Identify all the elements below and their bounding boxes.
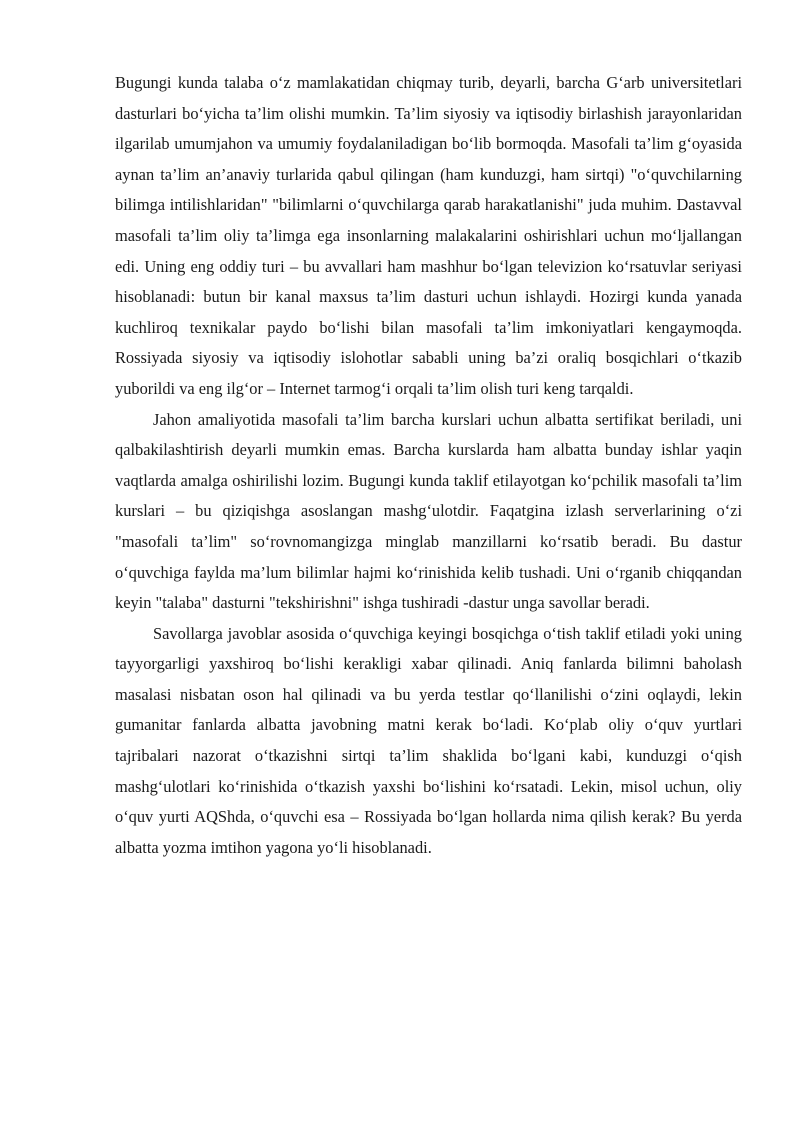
paragraph-1: Bugungi kunda talaba o‘z mamlakatidan chiqmay turib, deyarli, barcha G‘arb universitetlari dasturlari bo‘yicha ta’lim olishi mumkin. Ta’lim siyosiy va iqtisodiy birlashish jarayonlaridan ilgarilab umumjahon va umumiy foydalaniladigan bo‘lib bormoqda. Masofali ta’lim g‘oyasida aynan ta’lim an’anaviy turlarida qabul qilingan (ham kunduzgi, ham sirtqi) "o‘quvchilarning bilimga intilishlaridan" "bilimlarni o‘quvchilarga qarab harakatlanishi" juda muhim. Dastavval masofali ta’lim oliy ta’limga ega insonlarning malakalarini oshirishlari uchun mo‘ljallangan edi. Uning eng oddiy turi – bu avvallari ham mashhur bo‘lgan televizion ko‘rsatuvlar seriyasi hisoblanadi: butun bir kanal maxsus ta’lim dasturi uchun ishlaydi. Hozirgi kunda yanada kuchliroq texnikalar paydo bo‘lishi bilan masofali ta’lim imkoniyatlari kengaymoqda. Rossiyada siyosiy va iqtisodiy islohotlar sababli uning ba’zi oraliq bosqichlari o‘tkazib yuborildi va eng ilg‘or – Internet tarmog‘i orqali ta’lim olish turi keng tarqaldi. bbox=[115, 73, 742, 398]
paragraph-3: Savollarga javoblar asosida o‘quvchiga keyingi bosqichga o‘tish taklif etiladi yoki uning tayyorgarligi yaxshiroq bo‘lishi kerakligi xabar qilinadi. Aniq fanlarda bilimni baholash masalasi nisbatan oson hal qilinadi va bu yerda testlar qo‘llanilishi o‘zini oqlaydi, lekin gumanitar fanlarda albatta javobning matni kerak bo‘ladi. Ko‘plab oliy o‘quv yurtlari tajribalari nazorat o‘tkazishni sirtqi ta’lim shaklida bo‘lgani kabi, kunduzgi o‘qish mashg‘ulotlari ko‘rinishida o‘tkazish yaxshi bo‘lishini ko‘rsatadi. Lekin, misol uchun, oliy o‘quv yurti AQShda, o‘quvchi esa – Rossiyada bo‘lgan hollarda nima qilish kerak? Bu yerda albatta yozma imtihon yagona yo‘li hisoblanadi. bbox=[115, 623, 742, 857]
document-page bbox=[115, 68, 742, 863]
paragraph-2: Jahon amaliyotida masofali ta’lim barcha kurslari uchun albatta sertifikat beriladi, uni qalbakilashtirish deyarli mumkin emas. Barcha kurslarda ham albatta bunday ishlar yaqin vaqtlarda amalga oshirilishi lozim. Bugungi kunda taklif etilayotgan ko‘pchilik masofali ta’lim kurslari – bu qiziqishga asoslangan mashg‘ulotdir. Faqatgina izlash serverlarining o‘zi "masofali ta’lim" so‘rovnomangizga minglab manzillarni ko‘rsatib beradi. Bu dastur o‘quvchiga faylda ma’lum bilimlar hajmi ko‘rinishida kelib tushadi. Uni o‘rganib chiqqandan keyin "talaba" dasturni "tekshirishni" ishga tushiradi -dastur unga savollar beradi. bbox=[115, 409, 742, 613]
